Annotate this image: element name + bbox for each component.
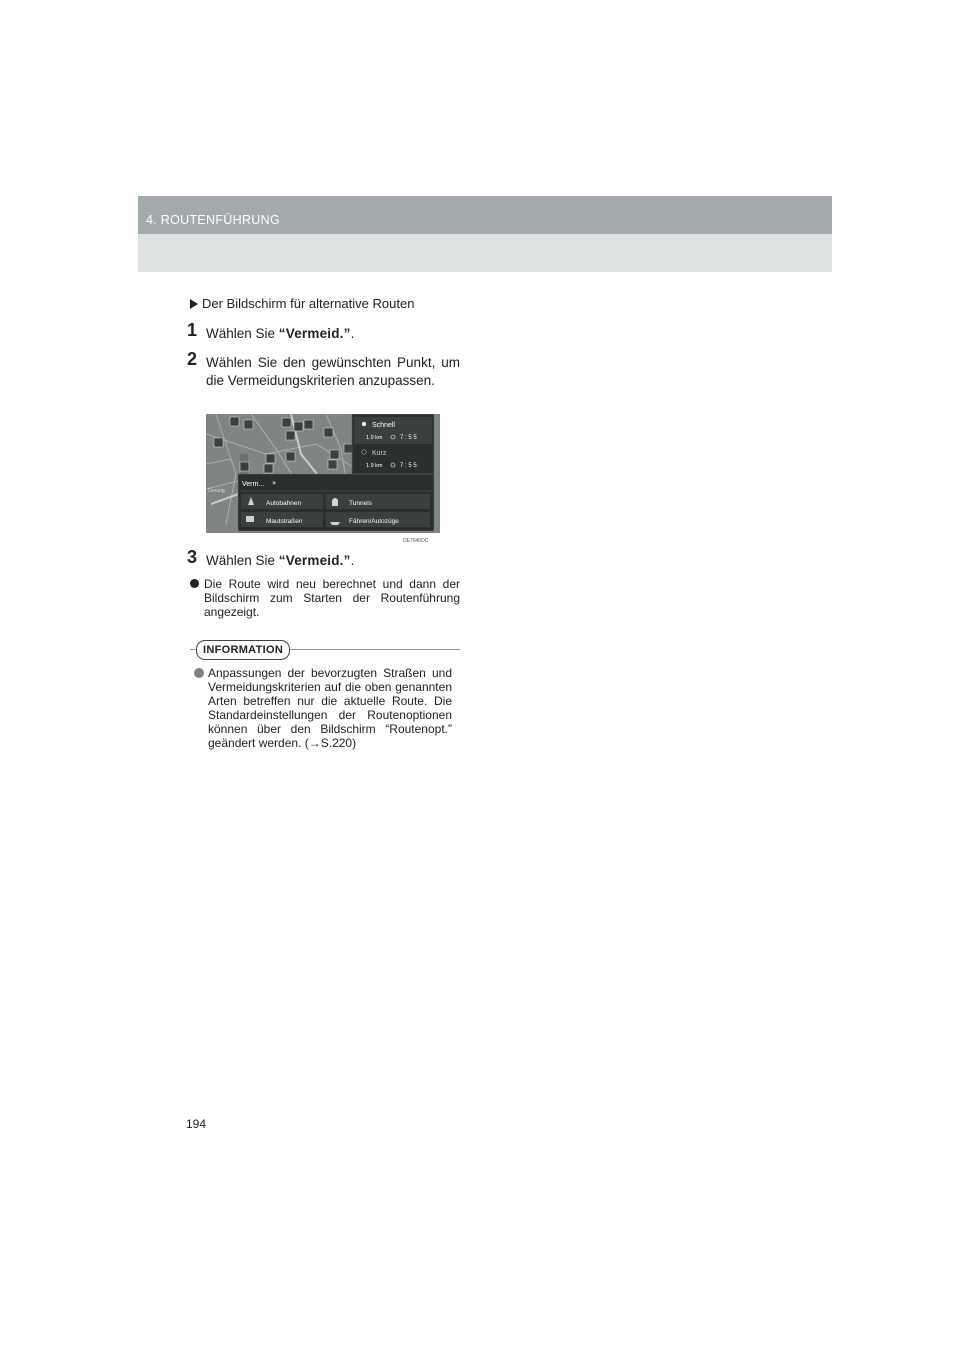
result-bullet: Die Route wird neu berechnet und dann der Bildschirm zum Starten der Routenführung angezeigt. [190,577,460,619]
bold-term: “Vermeid.” [278,326,351,341]
information-bullet: Anpassungen der bevorzugten Straßen und Vermeidungskriterien auf die oben genannten Arten betreffen nur die aktuelle Route. Die Standardeinstellungen der Routenoptionen können über den Bildschirm “Routenopt.” geändert werden. (→S.220) [194,666,452,750]
step-number: 3 [187,547,198,567]
bold-term: “Vermeid.” [278,553,351,568]
poi-icon [286,431,295,440]
poi-icon [240,462,249,471]
svg-text:Autobahnen: Autobahnen [266,500,302,507]
after-figure-content [187,547,460,619]
triangle-bullet-icon [190,299,198,309]
bullet-dot-icon [194,668,204,678]
svg-text:1.9 km: 1.9 km [366,435,383,441]
svg-text:Kurz: Kurz [372,450,387,457]
avoid-option-tunnels[interactable] [326,494,430,509]
poi-icon [330,450,339,459]
poi-icon [214,438,223,447]
svg-text:Mautstraßen: Mautstraßen [266,518,303,525]
header-bar [138,196,832,234]
step-number: 1 [187,320,198,340]
bullet-dot-icon [190,579,199,588]
svg-text:Tunnels: Tunnels [349,500,372,507]
route-option-fast[interactable] [354,417,432,444]
section-title: Der Bildschirm für alternative Routen [190,296,460,311]
poi-icon [266,454,275,463]
map-label: Gerung [208,488,225,494]
step-3: 3 Wählen Sie “Vermeid.”. [187,547,355,568]
main-content [187,292,460,390]
step-1: 1 Wählen Sie “Vermeid.”. [187,320,355,341]
information-badge: INFORMATION [196,640,290,660]
svg-text:1.9 km: 1.9 km [366,463,383,469]
toll-icon [246,516,254,522]
header-subbar [138,234,832,272]
poi-icon [264,464,273,473]
poi-icon [282,418,291,427]
svg-text:Fähren/Autozüge: Fähren/Autozüge [349,518,399,525]
step-2: 2 Wählen Sie den gewünschten Punkt, um die Vermeidungskriterien anzupassen. [187,349,460,388]
information-box [194,666,452,750]
avoid-panel-title: Verm... [242,481,265,488]
poi-icon [344,444,353,453]
poi-icon [324,428,333,437]
avoid-option-highways[interactable] [241,494,323,509]
svg-text:Schnell: Schnell [372,422,395,429]
chevron-down-icon: » [272,479,277,487]
poi-icon [294,422,303,431]
step-number: 2 [187,349,198,369]
poi-icon [286,452,295,461]
tunnel-icon [332,498,338,506]
avoid-option-ferries[interactable] [326,512,430,527]
poi-icon [328,460,337,469]
svg-text:7 : 5 5: 7 : 5 5 [400,435,417,441]
poi-icon [244,420,253,429]
alternative-routes-screenshot [206,414,440,545]
figure-code: DE7040DC [403,538,429,544]
section-header: 4. ROUTENFÜHRUNG [146,213,280,227]
svg-text:7 : 5 5: 7 : 5 5 [400,463,417,469]
page-number: 194 [186,1117,207,1131]
poi-icon [304,420,313,429]
avoid-option-toll-roads[interactable] [241,512,323,527]
poi-icon [230,417,239,426]
